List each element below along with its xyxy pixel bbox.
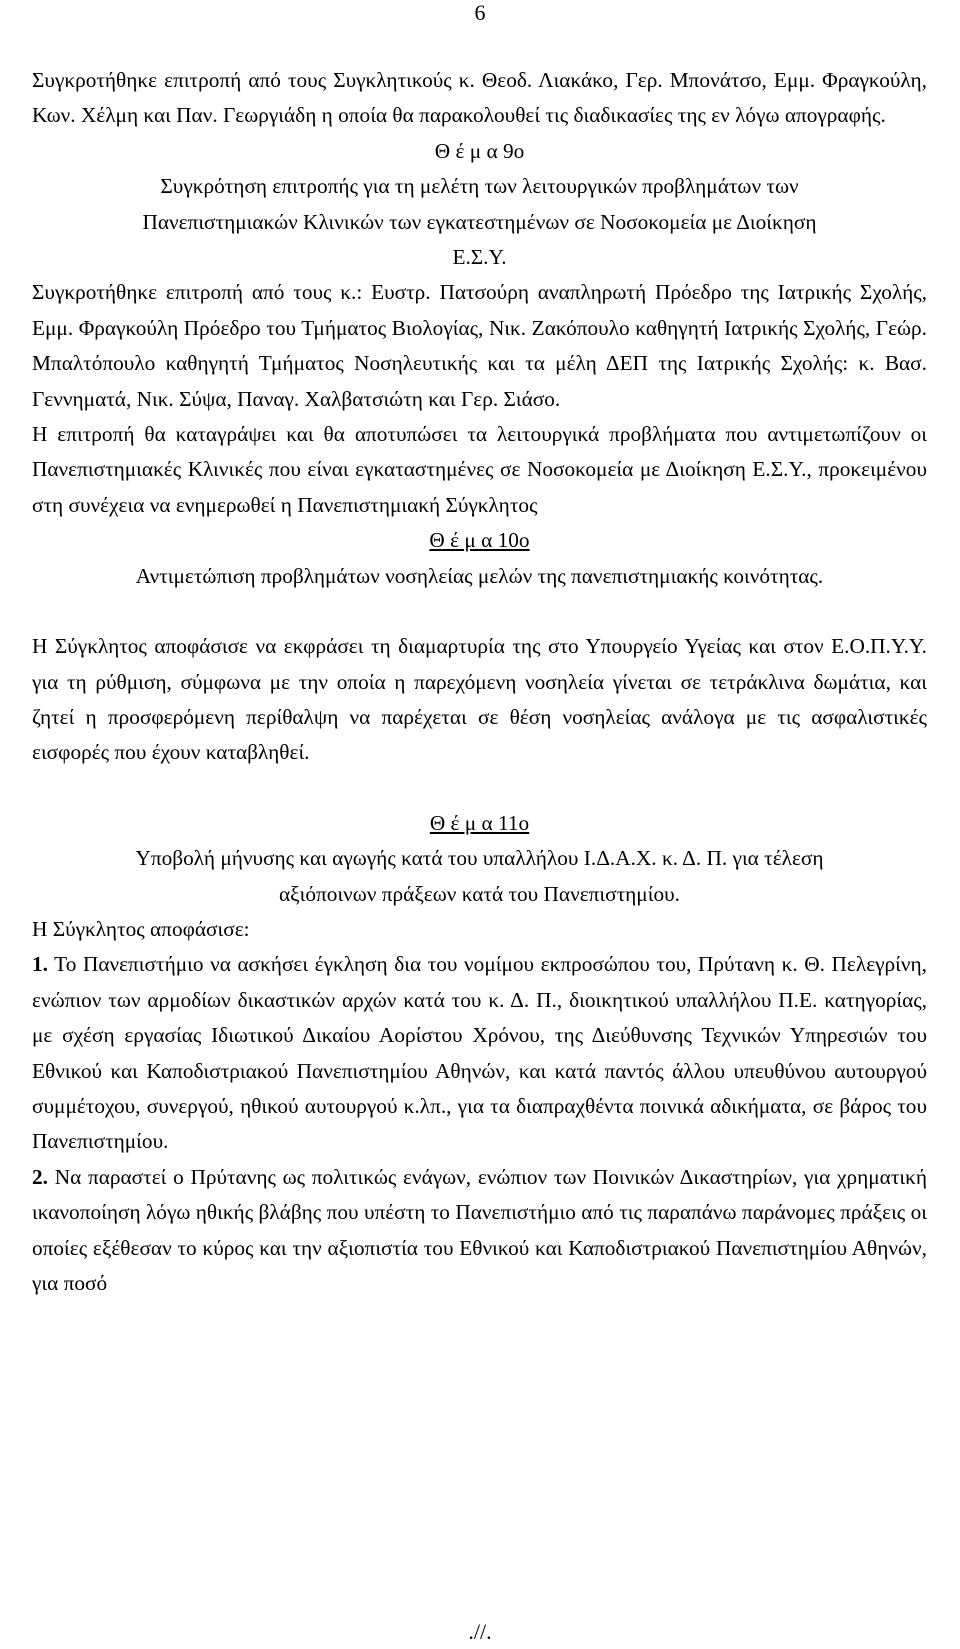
- item-2-number: 2.: [32, 1164, 48, 1189]
- page-number: 6: [474, 0, 486, 25]
- topic-9-heading: Θ έ μ α 9ο: [434, 138, 525, 163]
- item-1-text: Το Πανεπιστήμιο να ασκήσει έγκληση δια του νομίμου εκπροσώπου του, Πρύτανη κ. Θ. Πελεγρίνη, ενώπιον των αρμοδίων δικαστικών αρχών κατά του κ. Δ. Π., διοικητικού υπαλλήλου Π.Ε. κατηγορίας, με σχέση εργασίας Ιδιωτικού Δικαίου Αορίστου Χρόνου, της Διεύθυνσης Τεχνικών Υπηρεσιών του Εθνικού και Καποδιστριακού Πανεπιστημίου Αθηνών, και κατά παντός άλλου υπευθύνου αυτουργού συμμέτοχου, συνεργού, ηθικού αυτουργού κ.λπ., για τα διαπραχθέντα ποινικά αδικήματα, σε βάρος του Πανεπιστημίου.: [32, 952, 927, 1154]
- topic-11-item-1: [32, 947, 927, 1159]
- topic-9-title-line-3: Ε.Σ.Υ.: [452, 245, 507, 270]
- intro-paragraph: Συγκροτήθηκε επιτροπή από τους Συγκλητικούς κ. Θεοδ. Λιακάκο, Γερ. Μπονάτσο, Εμμ. Φραγκούλη, Κων. Χέλμη και Παν. Γεωργιάδη η οποία θα παρακολουθεί τις διαδικασίες της εν λόγω απογραφής.: [32, 68, 927, 128]
- document-body: [32, 63, 927, 1301]
- topic-11-title-line-2: αξιόποινων πράξεων κατά του Πανεπιστημίου.: [279, 881, 680, 906]
- topic-10-decision-paragraph: Η Σύγκλητος αποφάσισε να εκφράσει τη διαμαρτυρία της στο Υπουργείο Υγείας και στον Ε.Ο.Π.Υ.Υ. για τη ρύθμιση, σύμφωνα με την οποία η παρεχόμενη νοσηλεία γίνεται σε τετράκλινα δωμάτια, και ζητεί η προσφερόμενη περίθαλψη να παρέχεται σε θέση νοσηλείας ανάλογα με τις ασφαλιστικές εισφορές που έχουν καταβληθεί.: [32, 634, 927, 765]
- topic-9-committee-paragraph: Συγκροτήθηκε επιτροπή από τους κ.: Ευστρ. Πατσούρη αναπληρωτή Πρόεδρο της Ιατρικής Σχολής, Εμμ. Φραγκούλη Πρόεδρο του Τμήματος Βιολογίας, Νικ. Ζακόπουλο καθηγητή Ιατρικής Σχολής, Γεώρ. Μπαλτόπουλο καθηγητή Τμήματος Νοσηλευτικής και τα μέλη ΔΕΠ της Ιατρικής Σχολής: κ. Βασ. Γεννηματά, Νικ. Σύψα, Παναγ. Χαλβατσιώτη και Γερ. Σιάσο.: [32, 280, 927, 411]
- topic-11-decided-label: Η Σύγκλητος αποφάσισε:: [32, 916, 250, 941]
- topic-9-title-line-1: Συγκρότηση επιτροπής για τη μελέτη των λειτουργικών προβλημάτων των: [160, 174, 799, 199]
- item-2-text: Να παραστεί ο Πρύτανης ως πολιτικώς ενάγων, ενώπιον των Ποινικών Δικαστηρίων, για χρηματική ικανοποίηση λόγω ηθικής βλάβης που υπέστη το Πανεπιστήμιο από τις παραπάνω παράνομες πράξεις οι οποίες εξέθεσαν το κύρος και την αξιοπιστία του Εθνικού και Καποδιστριακού Πανεπιστημίου Αθηνών, για ποσό: [32, 1164, 927, 1295]
- page-continuation-mark: .//.: [468, 1619, 492, 1644]
- topic-10-title: Αντιμετώπιση προβλημάτων νοσηλείας μελών της πανεπιστημιακής κοινότητας.: [135, 563, 824, 588]
- item-1-number: 1.: [32, 952, 48, 977]
- spacer: [32, 771, 927, 806]
- spacer: [32, 594, 927, 629]
- topic-9-section: [32, 134, 927, 523]
- topic-10-section: [32, 523, 927, 770]
- topic-11-heading: Θ έ μ α 11ο: [429, 810, 530, 835]
- topic-11-item-2: [32, 1160, 927, 1302]
- topic-10-heading: Θ έ μ α 10ο: [429, 528, 530, 553]
- topic-11-section: [32, 806, 927, 1302]
- topic-11-title-line-1: Υποβολή μήνυσης και αγωγής κατά του υπαλλήλου Ι.Δ.Α.Χ. κ. Δ. Π. για τέλεση: [135, 846, 824, 871]
- topic-9-title-line-2: Πανεπιστημιακών Κλινικών των εγκατεστημένων σε Νοσοκομεία με Διοίκηση: [142, 209, 817, 234]
- topic-9-mandate-paragraph: Η επιτροπή θα καταγράψει και θα αποτυπώσει τα λειτουργικά προβλήματα που αντιμετωπίζουν οι Πανεπιστημιακές Κλινικές που είναι εγκαταστημένες σε Νοσοκομεία με Διοίκηση Ε.Σ.Υ., προκειμένου στη συνέχεια να ενημερωθεί η Πανεπιστημιακή Σύγκλητος: [32, 422, 927, 517]
